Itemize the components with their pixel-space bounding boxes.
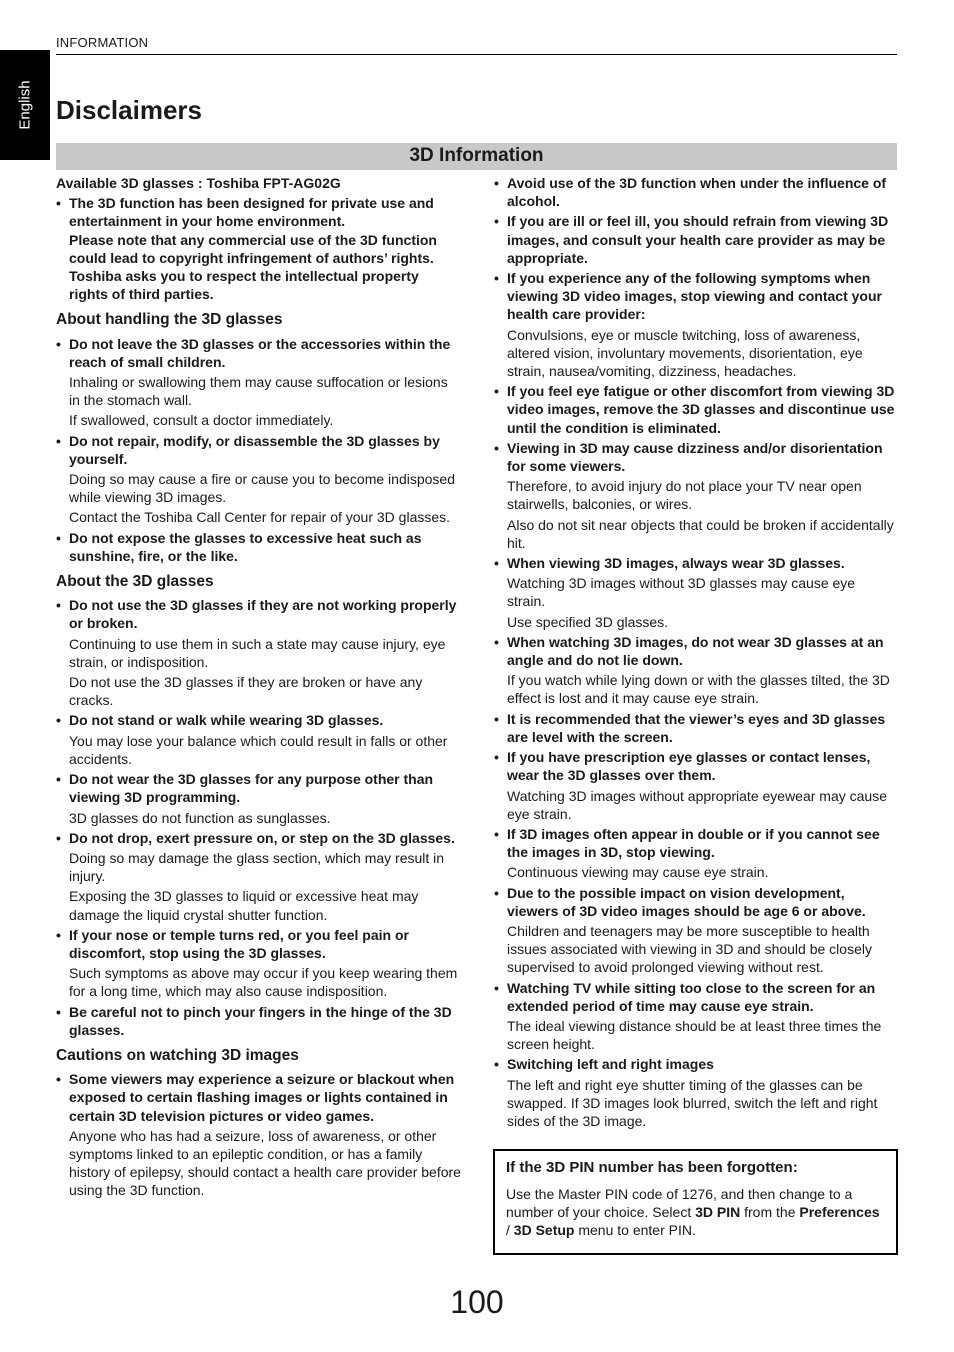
bullet-text: Watching 3D images without 3D glasses may cause eye strain. bbox=[507, 575, 856, 610]
pin-text-2: from the bbox=[740, 1204, 800, 1221]
bullet-heading: • Do not expose the glasses to excessive heat such as sunshine, fire, or the like. bbox=[69, 529, 422, 564]
bullet-item bbox=[494, 269, 896, 380]
bullet-text: Also do not sit near objects that could be broken if accidentally hit. bbox=[507, 516, 894, 551]
bullet-heading: • Do not wear the 3D glasses for any purpose other than viewing 3D programming. bbox=[69, 771, 434, 806]
left-column bbox=[56, 174, 461, 1202]
bullet-text: Continuous viewing may cause eye strain. bbox=[507, 864, 769, 881]
glasses-model-line: Available 3D glasses : Toshiba FPT-AG02G bbox=[56, 175, 341, 191]
bullet-item bbox=[56, 335, 461, 430]
bullet-text: Anyone who has had a seizure, loss of awareness, or other symptoms linked to an epileptic condition, or has a family history of epilepsy, should contact a health care provider before using the 3D function. bbox=[69, 1127, 461, 1199]
right-list bbox=[494, 174, 896, 1130]
bullet-heading: • It is recommended that the viewer’s eyes and 3D glasses are level with the screen. bbox=[507, 710, 886, 745]
bullet-item bbox=[56, 829, 461, 924]
bullet-heading: • When watching 3D images, do not wear 3D glasses at an angle and do not lie down. bbox=[507, 633, 884, 669]
bullet-heading: • Switching left and right images bbox=[507, 1056, 714, 1073]
pin-note-text bbox=[506, 1185, 885, 1240]
pin-note-title: If the 3D PIN number has been forgotten: bbox=[506, 1159, 798, 1176]
bullet-text: Continuing to use them in such a state may cause injury, eye strain, or indisposition. bbox=[69, 635, 446, 670]
intro-bold-2: Please note that any commercial use of the 3D function could lead to copyright infringement of authors’ rights. Toshiba asks you to respect the intellectual property rights of third parties. bbox=[69, 231, 437, 303]
handling-heading: About handling the 3D glasses bbox=[56, 311, 283, 329]
bullet-item bbox=[56, 1003, 461, 1039]
bullet-heading: • If your nose or temple turns red, or you feel pain or discomfort, stop using the 3D glasses. bbox=[69, 926, 409, 961]
bullet-heading: • Some viewers may experience a seizure or blackout when exposed to certain flashing images or lights contained in certain 3D television pictures or video games. bbox=[69, 1071, 455, 1124]
section-banner: 3D Information bbox=[56, 143, 897, 170]
bullet-heading: • When viewing 3D images, always wear 3D glasses. bbox=[507, 555, 845, 572]
bullet-item bbox=[56, 711, 461, 768]
about-list bbox=[56, 596, 461, 1039]
bullet-heading: • Watching TV while sitting too close to the screen for an extended period of time may cause eye strain. bbox=[507, 979, 876, 1014]
bullet-text: Contact the Toshiba Call Center for repair of your 3D glasses. bbox=[69, 509, 451, 526]
language-tab bbox=[0, 50, 50, 160]
bullet-item bbox=[56, 596, 461, 709]
bullet-heading: • If 3D images often appear in double or if you cannot see the images in 3D, stop viewing. bbox=[507, 825, 880, 861]
bullet-text: Convulsions, eye or muscle twitching, loss of awareness, altered vision, involuntary movements, disorientation, eye strain, nausea/vomiting, dizziness, headaches. bbox=[507, 326, 863, 380]
bullet-text: Inhaling or swallowing them may cause suffocation or lesions in the stomach wall. bbox=[69, 374, 448, 409]
bullet-text: You may lose your balance which could result in falls or other accidents. bbox=[69, 732, 448, 767]
language-tab-label: English bbox=[16, 80, 34, 130]
bullet-text: Children and teenagers may be more susceptible to health issues associated with viewing in 3D and should be closely supervised to avoid prolonged viewing without rest. bbox=[507, 922, 872, 976]
bullet-heading: • Avoid use of the 3D function when under the influence of alcohol. bbox=[507, 175, 887, 210]
pin-text-3: menu to enter PIN. bbox=[574, 1222, 696, 1239]
bullet-item bbox=[494, 979, 896, 1054]
bullet-text: Therefore, to avoid injury do not place your TV near open stairwells, balconies, or wires. bbox=[507, 478, 862, 513]
bullet-heading: • Do not leave the 3D glasses or the accessories within the reach of small children. bbox=[69, 335, 451, 370]
bullet-text: If swallowed, consult a doctor immediately. bbox=[69, 412, 334, 429]
bullet-item bbox=[494, 884, 896, 977]
bullet-heading: • Do not repair, modify, or disassemble the 3D glasses by yourself. bbox=[69, 432, 440, 467]
bullet-item bbox=[494, 710, 896, 746]
bullet-item bbox=[494, 633, 896, 708]
bullet-item bbox=[494, 554, 896, 631]
bullet-text: If you watch while lying down or with the glasses tilted, the 3D effect is lost and it may cause eye strain. bbox=[507, 672, 890, 707]
pin-note-box bbox=[493, 1149, 898, 1255]
handling-list bbox=[56, 335, 461, 565]
3d-setup-menu-label: 3D Setup bbox=[513, 1222, 575, 1239]
section-label: INFORMATION bbox=[56, 35, 149, 50]
bullet-item bbox=[56, 770, 461, 827]
bullet-heading: • Do not use the 3D glasses if they are not working properly or broken. bbox=[69, 597, 457, 632]
pin-text-1: Use the Master PIN code of 1276, and then change to a number of your choice. Select bbox=[506, 1186, 853, 1221]
bullet-text: Such symptoms as above may occur if you keep wearing them for a long time, which may also cause indisposition. bbox=[69, 965, 458, 1000]
bullet-heading: • Do not stand or walk while wearing 3D glasses. bbox=[69, 712, 384, 729]
cautions-list bbox=[56, 1070, 461, 1199]
bullet-text: The ideal viewing distance should be at least three times the screen height. bbox=[507, 1017, 882, 1053]
bullet-heading: • If you experience any of the following symptoms when viewing 3D video images, stop viewing and contact your health care provider: bbox=[507, 270, 882, 323]
bullet-item bbox=[56, 529, 461, 565]
intro-bullet bbox=[56, 194, 461, 303]
right-column bbox=[494, 174, 896, 1132]
bullet-heading: • If you feel eye fatigue or other discomfort from viewing 3D video images, remove the 3D glasses and discontinue use until the condition is eliminated. bbox=[507, 383, 895, 436]
bullet-heading: • If you are ill or feel ill, you should refrain from viewing 3D images, and consult your health care provider as may be appropriate. bbox=[507, 213, 889, 266]
bullet-text: 3D glasses do not function as sunglasses. bbox=[69, 809, 331, 826]
cautions-heading: Cautions on watching 3D images bbox=[56, 1046, 299, 1064]
page-title: Disclaimers bbox=[56, 95, 202, 125]
bullet-item bbox=[56, 926, 461, 1001]
bullet-text: Use specified 3D glasses. bbox=[507, 613, 669, 630]
bullet-text: Doing so may damage the glass section, which may result in injury. bbox=[69, 849, 445, 885]
bullet-text: Do not use the 3D glasses if they are broken or have any cracks. bbox=[69, 674, 423, 709]
menu-separator: / bbox=[506, 1222, 514, 1239]
preferences-menu-label: Preferences bbox=[799, 1204, 880, 1221]
bullet-text: Doing so may cause a fire or cause you to become indisposed while viewing 3D images. bbox=[69, 471, 455, 506]
bullet-text: Exposing the 3D glasses to liquid or excessive heat may damage the liquid crystal shutter function. bbox=[69, 888, 419, 923]
pin-label: 3D PIN bbox=[695, 1204, 741, 1221]
bullet-item bbox=[494, 382, 896, 437]
bullet-heading: • Do not drop, exert pressure on, or step on the 3D glasses. bbox=[69, 829, 455, 846]
bullet-item bbox=[494, 1055, 896, 1130]
bullet-heading: • Viewing in 3D may cause dizziness and/or disorientation for some viewers. bbox=[507, 439, 883, 475]
bullet-text: Watching 3D images without appropriate eyewear may cause eye strain. bbox=[507, 787, 888, 822]
bullet-item bbox=[494, 748, 896, 823]
about-heading: About the 3D glasses bbox=[56, 573, 214, 591]
bullet-item bbox=[494, 174, 896, 210]
bullet-item bbox=[56, 432, 461, 527]
bullet-heading: • Be careful not to pinch your fingers in the hinge of the 3D glasses. bbox=[69, 1003, 452, 1038]
bullet-item bbox=[494, 212, 896, 267]
bullet-item bbox=[494, 825, 896, 882]
intro-bold-1: • The 3D function has been designed for private use and entertainment in your home environment. bbox=[69, 195, 434, 230]
bullet-item bbox=[494, 439, 896, 552]
bullet-item bbox=[56, 1070, 461, 1199]
bullet-text: The left and right eye shutter timing of the glasses can be swapped. If 3D images look blurred, switch the left and right sides of the 3D image. bbox=[507, 1076, 878, 1129]
bullet-heading: • If you have prescription eye glasses or contact lenses, wear the 3D glasses over them. bbox=[507, 749, 871, 784]
page-number: 100 bbox=[450, 1284, 504, 1320]
bullet-heading: • Due to the possible impact on vision development, viewers of 3D video images should be age 6 or above. bbox=[507, 884, 866, 919]
header-divider bbox=[56, 54, 897, 55]
